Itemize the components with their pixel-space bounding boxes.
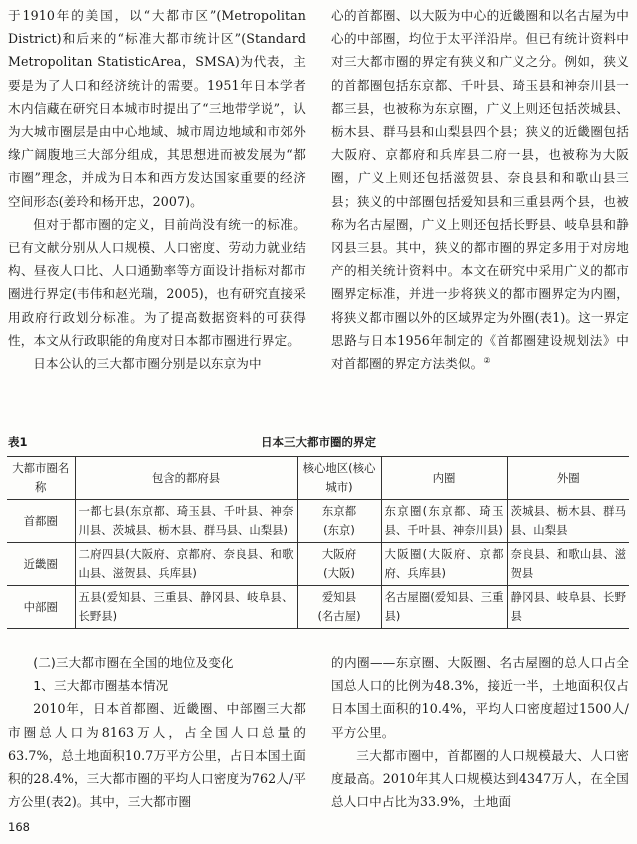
- body-column-top-left: [8, 4, 306, 375]
- subsection-heading: 1、三大都市圈基本情况: [33, 678, 169, 694]
- cell-core: [297, 543, 381, 586]
- cell-prefectures: 二府四县(大阪府、京都府、奈良县、和歌山县、滋贺县、兵库县): [75, 543, 297, 586]
- core-city: (大阪): [323, 566, 355, 580]
- cell-prefectures: 五县(爱知县、三重县、静冈县、岐阜县、长野县): [75, 586, 297, 629]
- paragraph: 但对于都市圈的定义，目前尚没有统一的标准。已有文献分别从人口规模、人口密度、劳动力就业结构、昼夜人口比、人口通勤率等方面设计指标对都市圈进行界定(韦伟和赵光瑞，2005)，也有研究直接采用政府行政划分标准。为了提高数据资料的可获得性，本文从行政职能的角度对日本都市圈进行界定。: [8, 216, 306, 348]
- core-city: (东京): [323, 523, 355, 537]
- paragraph: 日本公认的三大都市圈分别是以东京为中: [33, 356, 262, 372]
- section-heading: (二)三大都市圈在全国的地位及变化: [33, 655, 234, 670]
- paragraph: 三大都市圈中，首都圈的人口规模最大、人口密度最高。2010年其人口规模达到4347万人，在全国总人口中占比为33.9%，土地面: [331, 747, 629, 810]
- header-name: 大都市圈名称: [7, 457, 75, 500]
- body-column-top-right: [331, 4, 629, 375]
- core-city: (名古屋): [317, 609, 361, 623]
- table-label: 表1: [8, 435, 28, 449]
- header-inner: 内圈: [381, 457, 507, 500]
- core-area: 大阪府: [321, 547, 357, 561]
- cell-outer: 静冈县、岐阜县、长野县: [507, 586, 629, 629]
- cell-name: 近畿圈: [7, 543, 75, 586]
- cell-outer: 茨城县、栃木县、群马县、山梨县: [507, 500, 629, 543]
- definition-table: [7, 456, 629, 629]
- cell-inner: 东京圈(东京都、琦玉县、千叶县、神奈川县): [381, 500, 507, 543]
- paragraph: 于1910年的美国，以“大都市区”(Metropolitan District)和后来的“标准大都市统计区”(Standard Metropolitan StatisticArea，SMSA)为代表，主要是为了人口和经济统计的需要。1951年日本学者木内信藏在研究日本城市时提出了“三地带学说”，认为大城市圈层是由中心地域、城市周边地域和市郊外缘广阔腹地三大部分组成，其思想进而被发展为“都市圈”理念，并成为日本和西方发达国家重要的经济空间形态(姜玲和杨开忠，2007)。: [8, 8, 306, 209]
- page-number: 168: [8, 820, 30, 834]
- core-area: 东京都: [321, 504, 357, 518]
- cell-name: 中部圈: [7, 586, 75, 629]
- paragraph: 2010年，日本首都圈、近畿圈、中部圈三大都市圈总人口为8163万人，占全国人口总量的63.7%，总土地面积10.7万平方公里，占日本国土面积的28.4%，三大都市圈的平均人口密度为762人/平方公里(表2)。其中，三大都市圈: [8, 701, 306, 810]
- table-row: [7, 500, 629, 543]
- cell-name: 首都圈: [7, 500, 75, 543]
- cell-inner: 大阪圈(大阪府、京都府、兵库县): [381, 543, 507, 586]
- table-header-row: [7, 457, 629, 500]
- header-outer: 外圈: [507, 457, 629, 500]
- footnote-marker: ②: [483, 355, 491, 365]
- cell-core: [297, 586, 381, 629]
- paragraph: [331, 4, 629, 375]
- table-title: 日本三大都市圈的界定: [261, 435, 376, 449]
- table-row: [7, 543, 629, 586]
- body-column-bottom-right: [331, 651, 629, 813]
- cell-prefectures: 一都七县(东京都、琦玉县、千叶县、神奈川县、茨城县、栃木县、群马县、山梨县): [75, 500, 297, 543]
- cell-core: [297, 500, 381, 543]
- paragraph-text: 心的首都圈、以大阪为中心的近畿圈和以名古屋为中心的中部圈，均位于太平洋沿岸。但已有统计资料中对三大都市圈的界定有狭义和广义之分。例如，狭义的首都圈包括东京都、千叶县、琦玉县和神奈川县一都三县，也被称为东京圈，广义上则还包括茨城县、栃木县、群马县和山梨县四个县；狭义的近畿圈包括大阪府、京都府和兵库县二府一县，也被称为大阪圈，广义上则还包括滋贺县、奈良县和和歌山县三县；狭义的中部圈包括爱知县和三重县两个县，也被称为名古屋圈，广义上则还包括长野县、岐阜县和静冈县三县。其中，狭义的都市圈的界定多用于对房地产的相关统计资料中。本文在研究中采用广义的都市圈界定标准，并进一步将狭义的都市圈界定为内圈，将狭义都市圈以外的区域界定为外圈(表1)。这一界定思路与日本1956年制定的《首都圈建设规划法》中对首都圈的界定方法类似。: [331, 8, 629, 372]
- cell-outer: 奈良县、和歌山县、滋贺县: [507, 543, 629, 586]
- paragraph: 的内圈——东京圈、大阪圈、名古屋圈的总人口占全国总人口的比例为48.3%，接近一半，土地面积仅占日本国土面积的10.4%，平均人口密度超过1500人/平方公里。: [331, 655, 629, 740]
- table-row: [7, 586, 629, 629]
- header-prefectures: 包含的都府县: [75, 457, 297, 500]
- header-core: 核心地区(核心城市): [297, 457, 381, 500]
- body-column-bottom-left: [8, 651, 306, 813]
- cell-inner: 名古屋圈(爱知县、三重县): [381, 586, 507, 629]
- core-area: 爱知县: [321, 590, 357, 604]
